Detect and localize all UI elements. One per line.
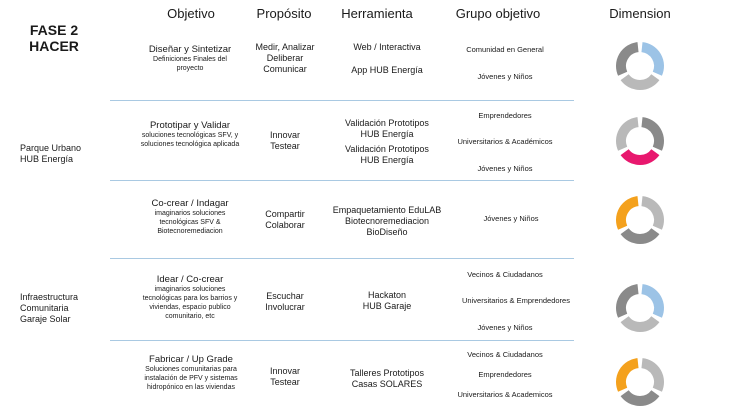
tool-cell bbox=[328, 368, 446, 390]
tool-line: HUB Garaje bbox=[362, 301, 412, 311]
objective-cell bbox=[128, 44, 252, 73]
tool-line: Talleres Prototipos bbox=[349, 368, 425, 378]
objective-title: Fabricar / Up Grade bbox=[149, 354, 233, 365]
donut-segment-highlight bbox=[642, 47, 659, 74]
objective-title: Idear / Co-crear bbox=[156, 274, 224, 285]
tool-line: Casas SOLARES bbox=[351, 379, 423, 389]
tool-line: HUB Energía bbox=[360, 155, 414, 165]
donut-segment-dark bbox=[642, 122, 659, 149]
phase-title-line2: HACER bbox=[29, 38, 79, 54]
purpose-cell bbox=[244, 366, 326, 388]
donut-segment-gray bbox=[621, 122, 638, 149]
donut-segment-gray bbox=[642, 201, 659, 228]
tool-line: Validación Prototipos bbox=[345, 144, 429, 154]
tool-line: Validación Prototipos bbox=[345, 118, 429, 128]
objective-title: Prototipar y Validar bbox=[149, 120, 231, 131]
row-separator bbox=[110, 258, 574, 259]
target-group: Universitarios & Academicos bbox=[457, 390, 553, 399]
target-group: Vecinos & Ciudadanos bbox=[467, 350, 543, 359]
purpose-cell bbox=[244, 291, 326, 313]
objective-title: Diseñar y Sintetizar bbox=[148, 44, 232, 55]
purpose-cell bbox=[244, 130, 326, 152]
donut-segment-dark bbox=[621, 47, 638, 74]
donut-segment-highlight bbox=[621, 363, 638, 390]
tool-cell bbox=[328, 42, 446, 76]
purpose-line: Involucrar bbox=[265, 302, 305, 312]
header-objetivo: Objetivo bbox=[167, 6, 215, 21]
phase-title-line1: FASE 2 bbox=[29, 22, 79, 38]
tool-line: HUB Energía bbox=[360, 129, 414, 139]
donut-segment-highlight bbox=[621, 201, 638, 228]
group-label-line: Garaje Solar bbox=[20, 314, 71, 324]
donut-segment-gray bbox=[625, 319, 656, 327]
tool-line: App HUB Energía bbox=[351, 65, 423, 75]
purpose-cell bbox=[244, 42, 326, 75]
objective-desc-line: imaginarios soluciones bbox=[154, 210, 226, 217]
tool-cell bbox=[328, 290, 446, 312]
donut-segment-highlight bbox=[625, 152, 656, 160]
group-label-line: Parque Urbano bbox=[20, 143, 82, 153]
dimension-donut bbox=[614, 282, 666, 334]
purpose-line: Innovar bbox=[269, 130, 301, 140]
row-separator bbox=[110, 100, 574, 101]
target-group: Jóvenes y Niños bbox=[477, 72, 533, 81]
group-label-line: Comunitaria bbox=[20, 303, 69, 313]
target-group: Vecinos & Ciudadanos bbox=[467, 270, 543, 279]
header-proposito: Propósito bbox=[256, 6, 312, 21]
dimension-donut bbox=[614, 115, 666, 167]
objective-title: Co-crear / Indagar bbox=[151, 198, 229, 209]
donut-segment-gray bbox=[625, 77, 656, 85]
target-group: Jóvenes y Niños bbox=[477, 323, 533, 332]
purpose-line: Escuchar bbox=[266, 291, 304, 301]
target-group: Jóvenes y Niños bbox=[477, 164, 533, 173]
objective-desc-line: comunitario, etc bbox=[165, 313, 215, 320]
purpose-cell bbox=[244, 209, 326, 231]
purpose-line: Innovar bbox=[269, 366, 301, 376]
purpose-line: Medir, Analizar bbox=[255, 42, 315, 52]
objective-desc-line: hidropónico en las viviendas bbox=[147, 384, 235, 391]
target-group: Comunidad en General bbox=[466, 45, 544, 54]
tool-line: Biotecnoremediacion bbox=[344, 216, 430, 226]
objective-desc-line: Soluciones comunitarias para bbox=[145, 366, 237, 373]
group-label-garaje-solar bbox=[20, 292, 78, 325]
purpose-line: Deliberar bbox=[266, 53, 304, 63]
group-label-line: HUB Energía bbox=[20, 154, 74, 164]
target-group: Universitarios & Emprendedores bbox=[462, 296, 570, 305]
dimension-donut bbox=[614, 194, 666, 246]
tool-line: Web / Interactiva bbox=[353, 42, 421, 52]
donut-segment-highlight bbox=[642, 289, 659, 316]
objective-cell bbox=[126, 198, 254, 236]
header-herramienta: Herramienta bbox=[341, 6, 413, 21]
group-label-line: Infraestructura bbox=[20, 292, 79, 302]
purpose-line: Testear bbox=[270, 377, 300, 387]
objective-cell bbox=[118, 274, 262, 321]
objective-desc-line: Definiciones Finales del bbox=[153, 56, 227, 63]
objective-desc-line: viviendas, espacio publico bbox=[149, 304, 231, 311]
objective-cell bbox=[120, 120, 260, 149]
donut-segment-dark bbox=[621, 289, 638, 316]
target-group: Jóvenes y Niños bbox=[483, 214, 539, 223]
objective-desc-line: Biotecnoremediacion bbox=[157, 228, 223, 235]
purpose-line: Colaborar bbox=[265, 220, 305, 230]
objective-desc-line: instalación de PFV y sistemas bbox=[144, 375, 238, 382]
tool-line: Empaquetamiento EduLAB bbox=[332, 205, 442, 215]
donut-segment-dark bbox=[625, 231, 656, 239]
header-grupo-objetivo: Grupo objetivo bbox=[455, 6, 541, 21]
tool-line: BioDiseño bbox=[366, 227, 408, 237]
objective-desc-line: tecnológicas para los barrios y bbox=[142, 295, 238, 302]
objective-cell bbox=[124, 354, 258, 392]
donut-segment-dark bbox=[625, 393, 656, 401]
target-group: Universitarios & Académicos bbox=[457, 137, 553, 146]
objective-desc-line: proyecto bbox=[176, 65, 204, 72]
target-group: Emprendedores bbox=[478, 111, 532, 120]
dimension-donut bbox=[614, 40, 666, 92]
purpose-line: Compartir bbox=[265, 209, 305, 219]
tool-cell bbox=[328, 205, 446, 238]
phase-title bbox=[14, 22, 94, 54]
objective-desc-line: imaginarios soluciones bbox=[154, 286, 226, 293]
purpose-line: Testear bbox=[270, 141, 300, 151]
objective-desc-line: tecnológicas SFV & bbox=[159, 219, 221, 226]
row-separator bbox=[110, 340, 574, 341]
tool-cell bbox=[328, 118, 446, 166]
target-group: Emprendedores bbox=[478, 370, 532, 379]
purpose-line: Comunicar bbox=[263, 64, 307, 74]
dimension-donut bbox=[614, 356, 666, 408]
header-dimension: Dimension bbox=[609, 6, 671, 21]
group-label-parque-urbano bbox=[20, 143, 81, 165]
row-separator bbox=[110, 180, 574, 181]
objective-desc-line: soluciones tecnológicas SFV, y bbox=[141, 132, 239, 139]
donut-segment-gray bbox=[642, 363, 659, 390]
objective-desc-line: soluciones tecnológica aplicada bbox=[140, 141, 240, 148]
tool-line: Hackaton bbox=[367, 290, 407, 300]
